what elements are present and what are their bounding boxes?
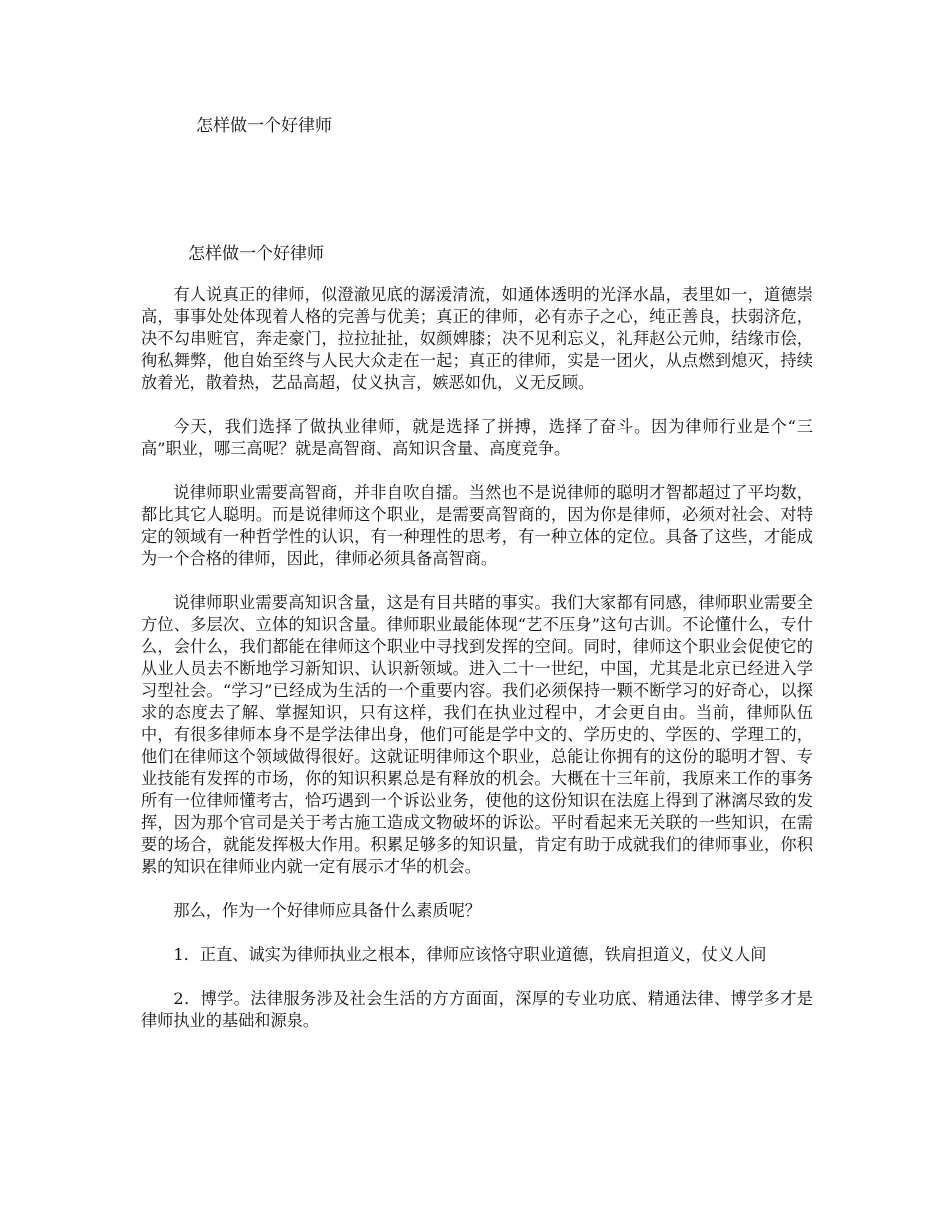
paragraph-5: 那么，作为一个好律师应具备什么素质呢？: [173, 901, 481, 920]
document-subtitle: 怎样做一个好律师: [188, 244, 324, 264]
paragraph-2: 今天，我们选择了做执业律师，就是选择了拼搏，选择了奋斗。因为律师行业是个“三高”职业，哪三高呢？就是高智商、高知识含量、高度竞争。: [141, 417, 813, 458]
paragraph-6: 1．正直、诚实为律师执业之根本，律师应该恪守职业道德，铁肩担道义，仗义人间: [173, 945, 767, 964]
document-body: [141, 284, 813, 1054]
paragraph-3: 说律师职业需要高智商，并非自吹自擂。当然也不是说律师的聪明才智都超过了平均数，都比其它人聪明。而是说律师这个职业，是需要高智商的，因为你是律师，必须对社会、对特定的领域有一种哲学性的认识，有一种理性的思考，有一种立体的定位。具备了这些，才能成为一个合格的律师，因此，律师必须具备高智商。: [141, 483, 813, 568]
document-title: 怎样做一个好律师: [196, 116, 332, 136]
paragraph-7: 2．博学。法律服务涉及社会生活的方方面面，深厚的专业功底、精通法律、博学多才是律师执业的基础和源泉。: [141, 989, 813, 1030]
paragraph-1: 有人说真正的律师，似澄澈见底的潺湲清流，如通体透明的光泽水晶，表里如一，道德崇高，事事处处体现着人格的完善与优美；真正的律师，必有赤子之心，纯正善良，扶弱济危，决不勾串赃官，奔走豪门，拉拉扯扯，奴颜婢膝；决不见利忘义，礼拜赵公元帅，结缘市侩，徇私舞弊，他自始至终与人民大众走在一起；真正的律师，实是一团火，从点燃到熄灭，持续放着光，散着热，艺品高超，仗义执言，嫉恶如仇，义无反顾。: [141, 285, 813, 392]
paragraph-4: 说律师职业需要高知识含量，这是有目共睹的事实。我们大家都有同感，律师职业需要全方位、多层次、立体的知识含量。律师职业最能体现“艺不压身”这句古训。不论懂什么，专什么，会什么，我们都能在律师这个职业中寻找到发挥的空间。同时，律师这个职业会促使它的从业人员去不断地学习新知识、认识新领域。进入二十一世纪，中国，尤其是北京已经进入学习型社会。“学习”已经成为生活的一个重要内容。我们必须保持一颗不断学习的好奇心，以探求的态度去了解、掌握知识，只有这样，我们在执业过程中，才会更自由。当前，律师队伍中，有很多律师本身不是学法律出身，他们可能是学中文的、学历史的、学医的、学理工的，他们在律师这个领域做得很好。这就证明律师这个职业，总能让你拥有的这份的聪明才智、专业技能有发挥的市场，你的知识积累总是有释放的机会。大概在十三年前，我原来工作的事务所有一位律师懂考古，恰巧遇到一个诉讼业务，使他的这份知识在法庭上得到了淋漓尽致的发挥，因为那个官司是关于考古施工造成文物破坏的诉讼。平时看起来无关联的一些知识，在需要的场合，就能发挥极大作用。积累足够多的知识量，肯定有助于成就我们的律师事业，你积累的知识在律师业内就一定有展示才华的机会。: [141, 593, 813, 876]
